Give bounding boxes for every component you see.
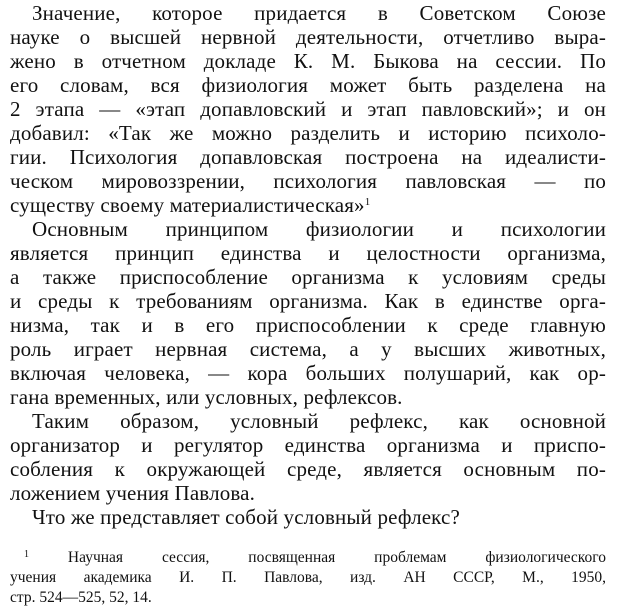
footnote-line: стр. 524—525, 52, 14. — [10, 589, 152, 606]
text-line: ческом мировоззрении, психология павловская — по — [10, 169, 606, 193]
text-line: Значение, которое придается в Советском Союзе — [32, 1, 606, 25]
text-line: Основным принципом физиологии и психологии — [32, 217, 606, 241]
footnote-line: учения академика И. П. Павлова, изд. АН СССР, М., 1950, — [10, 569, 606, 586]
text-line: включая человека, — кора больших полушарий, как ор- — [10, 361, 606, 385]
text-line: является принцип единства и целостности организма, — [10, 241, 606, 265]
text-line: его словам, вся физиология может быть разделена на — [10, 73, 606, 97]
text-line: Таким образом, условный рефлекс, как основной — [32, 409, 606, 433]
text-line: науке о высшей нервной деятельности, отчетливо выра- — [10, 25, 606, 49]
footnote-reference: 1 — [364, 196, 371, 208]
text-line: гана временных, или условных, рефлексов. — [10, 385, 403, 409]
text-line: и среды к требованиям организма. Как в единстве орга- — [10, 289, 606, 313]
text-line: добавил: «Так же можно разделить и историю психоло- — [10, 121, 606, 145]
text-line: организатор и регулятор единства организма и приспо- — [10, 433, 606, 457]
text-line: собления к окружающей среде, является основным по- — [10, 457, 606, 481]
text-line: роль играет нервная система, а у высших животных, — [10, 337, 606, 361]
text-line: Что же представляет собой условный рефлекс? — [32, 505, 460, 529]
text-line: жено в отчетном докладе К. М. Быкова на сессии. По — [10, 49, 606, 73]
footnote-line — [24, 548, 606, 568]
text-line: гии. Психология допавловская построена на идеалисти- — [10, 145, 606, 169]
text-line: ложением учения Павлова. — [10, 481, 256, 505]
footnote-marker: 1 — [24, 549, 29, 560]
text-line: а также приспособление организма к условиям среды — [10, 265, 606, 289]
text-span: существу своему материалистическая» — [10, 193, 365, 217]
text-line: низма, так и в его приспособлении к среде главную — [10, 313, 606, 337]
text-line: 2 этапа — «этап допавловский и этап павловский»; и он — [10, 97, 606, 121]
footnote-text: Научная сессия, посвященная проблемам физиологического — [67, 549, 606, 566]
text-line — [10, 193, 606, 217]
